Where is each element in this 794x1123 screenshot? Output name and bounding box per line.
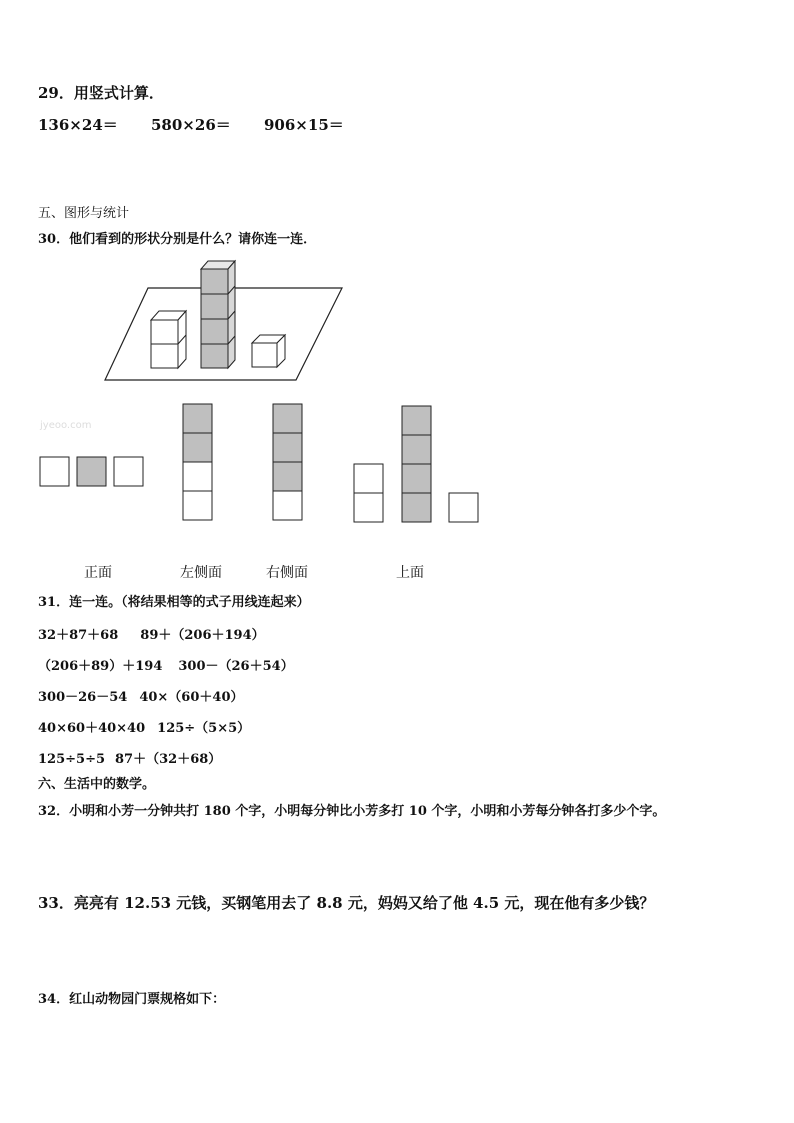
view-option-stack-3-shaded — [273, 404, 302, 520]
calc-problem-1: 136×24＝ — [38, 116, 118, 134]
expression-row-4 — [38, 717, 250, 736]
expression-row-5 — [38, 748, 221, 767]
expression-left: （206＋89）＋194 — [38, 659, 163, 674]
expression-left: 125÷5÷5 — [38, 752, 106, 767]
expression-right: 89＋（206＋194） — [140, 628, 265, 643]
section-6-title: 六、生活中的数学。 — [38, 777, 156, 792]
section-5-title: 五、图形与统计 — [38, 206, 130, 221]
right-single-cube — [252, 335, 285, 367]
question-33-text: 33．亮亮有 12.53 元钱，买钢笔用去了 8.8 元，妈妈又给了他 4.5 元，现在他有多少钱？ — [38, 894, 655, 912]
question-31-title: 31．连一连。（将结果相等的式子用线连起来） — [38, 595, 310, 610]
expression-right: 300－（26＋54） — [178, 659, 294, 674]
label-left-view: 左侧面 — [180, 565, 222, 581]
label-front-view: 正面 — [84, 565, 112, 581]
center-cube-tower — [201, 261, 235, 368]
view-option-stack-2-shaded — [183, 404, 212, 520]
calc-problem-3: 906×15＝ — [264, 116, 344, 134]
expression-right: 40×（60＋40） — [139, 690, 244, 705]
left-cube-stack — [151, 311, 186, 368]
expression-row-1 — [38, 624, 265, 643]
expression-row-3 — [38, 686, 244, 705]
expression-right: 87＋（32＋68） — [115, 752, 222, 767]
expression-right: 125÷（5×5） — [157, 721, 251, 736]
calc-problem-2: 580×26＝ — [151, 116, 231, 134]
watermark-text: jyeoo.com — [40, 420, 92, 431]
question-30-title: 30．他们看到的形状分别是什么？请你连一连． — [38, 232, 317, 247]
question-32-text: 32．小明和小芳一分钟共打 180 个字，小明每分钟比小芳多打 10 个字，小明和小芳每分钟各打多少个字。 — [38, 804, 666, 819]
question-29-title: 29．用竖式计算． — [38, 84, 164, 102]
expression-left: 32＋87＋68 — [38, 628, 119, 643]
expression-left: 40×60＋40×40 — [38, 721, 146, 736]
label-right-view: 右侧面 — [266, 565, 308, 581]
view-option-row — [40, 457, 143, 486]
expression-left: 300－26－54 — [38, 690, 128, 705]
label-top-view: 上面 — [396, 565, 424, 581]
question-34-text: 34．红山动物园门票规格如下： — [38, 992, 226, 1007]
expression-row-2 — [38, 655, 294, 674]
view-option-mixed — [354, 406, 478, 522]
